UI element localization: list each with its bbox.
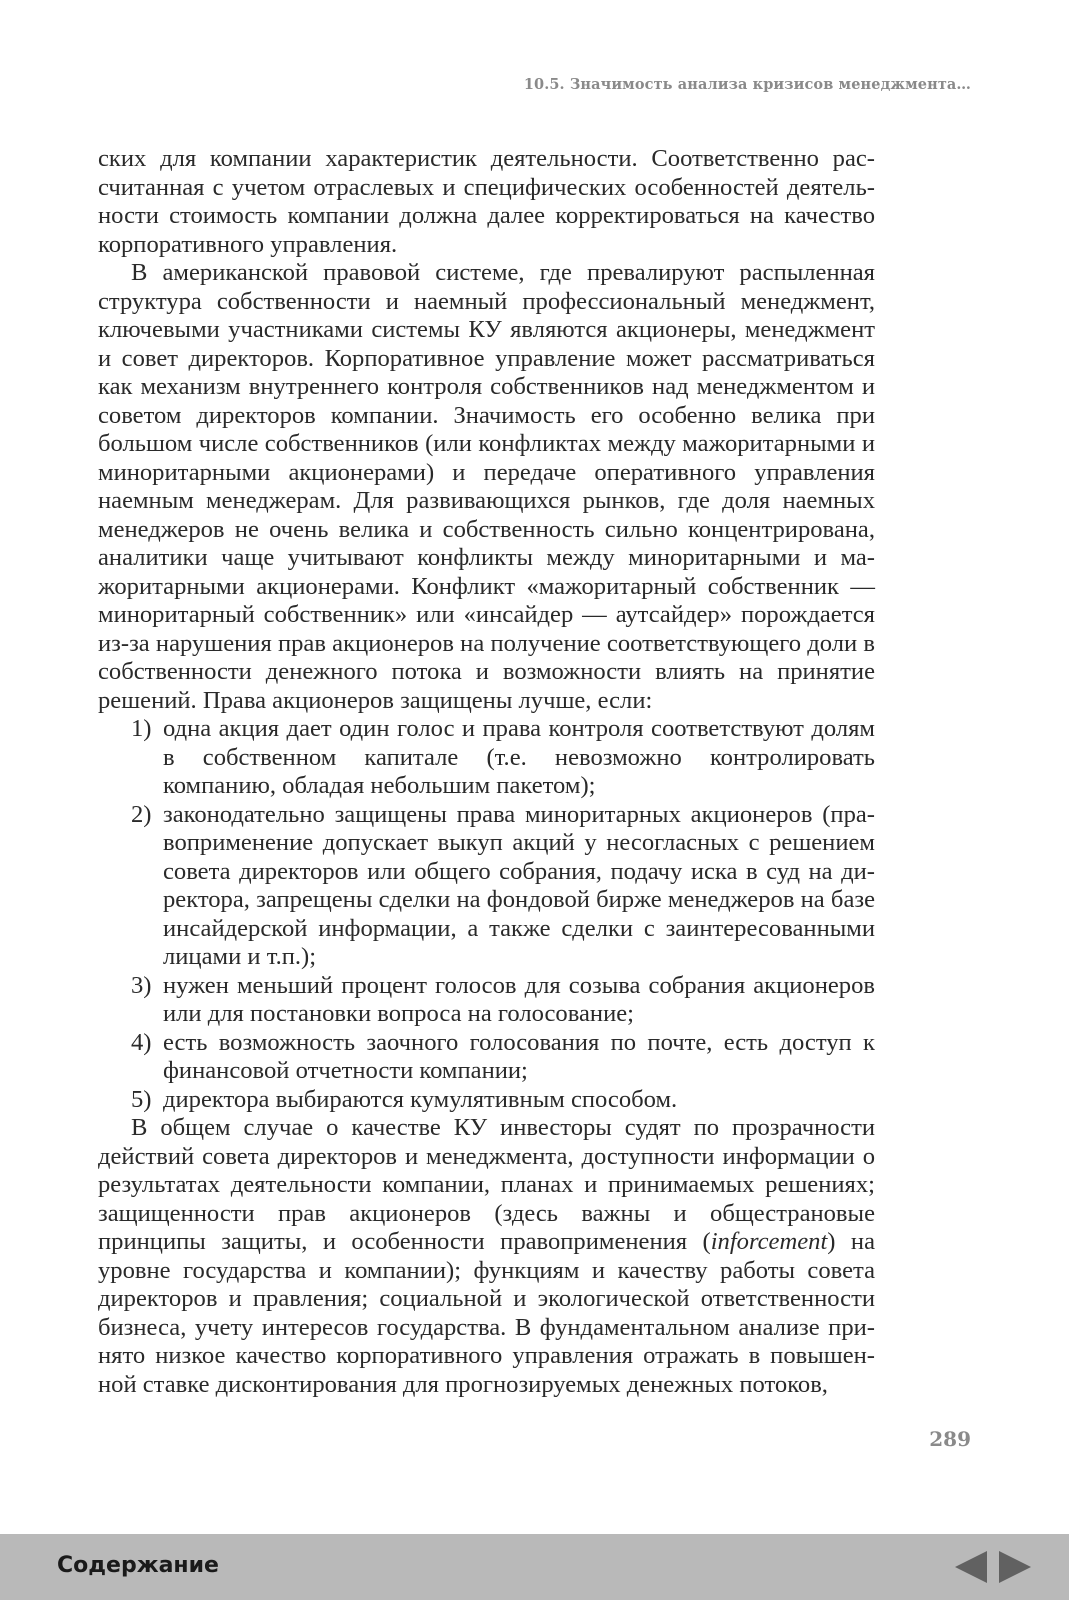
list-number: 5) [131, 1085, 152, 1113]
list-item-text: одна акция дает один голос и права контроля соответствуют долям в собственном капитале (т.е. невозможно контролировать компанию, обладая небольшим пакетом); [163, 715, 875, 799]
running-header: 10.5. Значимость анализа кризисов менеджмента… [523, 76, 971, 93]
list-item-text: есть возможность заочного голосования по почте, есть доступ к финансовой отчетности компании; [163, 1028, 875, 1084]
list-number: 1) [131, 715, 152, 742]
list-item-text: нужен меньший процент голосов для созыва собрания акционеров или для постановки вопроса на голосование; [163, 971, 875, 1027]
list-item-text: директора выбираются кумулятивным способом. [163, 1085, 678, 1113]
italic-term: inforcement [710, 1228, 828, 1255]
rights-list [98, 715, 875, 1114]
paragraph-1: ских для компании характеристик деятельности. Соответственно рассчитанная с учетом отраслевых и специфических особенностей деятельности стоимость компании должна далее корректироваться на качество корпоративного управления. [98, 145, 875, 258]
list-item [98, 715, 875, 801]
list-item [98, 1029, 875, 1086]
paragraph-3-part-1: В общем случае о качестве КУ инвесторы судят по прозрачности действий совета директоров и менеджмента, доступности информации о результатах деятельности компании, планах и принимаемых решениях; защищенности прав акционеров (здесь важны и общестрановые принципы защиты, и особенности правоприменения ( [98, 1114, 875, 1255]
paragraph-3 [98, 1114, 875, 1399]
triangle-left-icon[interactable] [955, 1551, 987, 1583]
paragraph-2: В американской правовой системе, где превалируют распыленная структура собственности и наемный профессиональный менеджмент, ключевыми участниками системы КУ являются акционеры, менеджмент и совет директоров. Корпоративное управление может рассматриваться как механизм внутреннего контроля собственников над менеджментом и советом директоров компании. Значимость его особенно велика при большом числе собственников (или конфликтах между мажоритарными и миноритарными акционерами) и передаче оперативного управления наемным менеджерам. Для развивающихся рынков, где доля наемных менеджеров не очень велика и собственность сильно концентрирована, аналитики чаще учитывают конфликты между миноритарными и мажоритарными акционерами. Конфликт «мажоритарный собственник — миноритарный собственник» или «инсайдер — аутсайдер» порождается из-за нарушения прав акционеров на получение соответствующего доли в собственности денежного потока и возможности влиять на принятие решений. Права акционеров защищены лучше, если: [98, 259, 875, 714]
list-item [98, 972, 875, 1029]
list-item [98, 1086, 875, 1115]
list-item-text: законодательно защищены права миноритарных акционеров (правоприменение допускает выкуп акций у несогласных с решением совета директоров или общего собрания, подачу иска в суд на директора, запрещены сделки на фондовой бирже менеджеров на базе инсайдерской информации, а также сделки с заинтересованными лицами и т.п.); [163, 800, 875, 970]
page-body [98, 145, 875, 1399]
list-number: 2) [131, 800, 152, 828]
page-number: 289 [929, 1427, 971, 1451]
navigation-bar [0, 1534, 1069, 1600]
triangle-right-icon[interactable] [999, 1551, 1031, 1583]
paragraph-3-part-2: ) на уровне государства и компании); функциям и качеству работы совета директоров и правления; социальной и экологической ответственности бизнеса, учету интересов государства. В фундаментальном анализе принято низкое качество корпоративного управления отражать в повышенной ставке дисконтирования для прогнозируемых денежных потоков, [98, 1228, 875, 1398]
list-number: 4) [131, 1028, 152, 1056]
table-of-contents-link[interactable]: Содержание [57, 1553, 219, 1578]
list-item [98, 801, 875, 972]
list-number: 3) [131, 971, 152, 999]
